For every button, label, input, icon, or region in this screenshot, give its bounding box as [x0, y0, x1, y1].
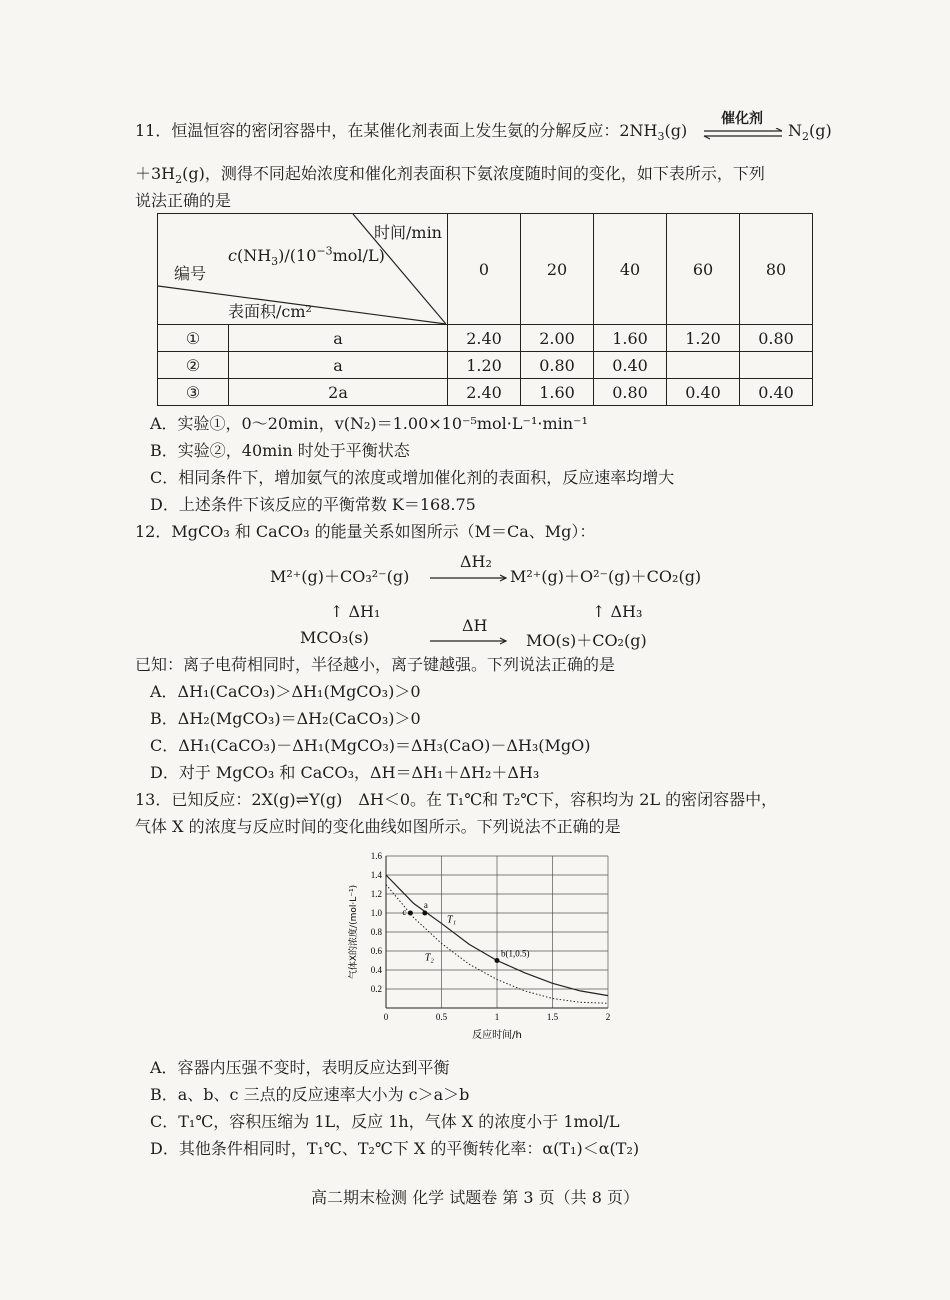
catalyst-label: 催化剂	[721, 111, 763, 127]
q11-option-a: A．实验①，0～20min，v(N₂)＝1.00×10⁻⁵mol·L⁻¹·min⁻¹	[150, 414, 588, 433]
table-cell	[740, 352, 813, 379]
arrow-right-icon	[430, 637, 508, 645]
energy-bottom-left: MCO₃(s)	[300, 628, 369, 647]
q13-stem-line2: 气体 X 的浓度与反应时间的变化曲线如图所示。下列说法不正确的是	[135, 817, 621, 836]
q11-tail: (g)	[664, 121, 688, 140]
header-conc-sup: −3	[316, 244, 333, 258]
energy-bottom-right: MO(s)＋CO₂(g)	[526, 631, 647, 650]
table-cell: 0.40	[594, 352, 667, 379]
table-cell: 2.40	[448, 379, 521, 406]
energy-dh2-label: ΔH₂	[460, 552, 492, 571]
page-footer: 高二期末检测 化学 试题卷 第 3 页（共 8 页）	[311, 1188, 639, 1207]
q11-option-c: C．相同条件下，增加氨气的浓度或增加催化剂的表面积，反应速率均增大	[150, 468, 675, 487]
q11-option-b: B．实验②，40min 时处于平衡状态	[150, 441, 410, 460]
point-label: a	[423, 900, 428, 910]
row-area: a	[229, 352, 448, 379]
table-row	[158, 352, 813, 379]
row-area: 2a	[229, 379, 448, 406]
q11-product-sub: 2	[802, 130, 809, 144]
q12-option-b: B．ΔH₂(MgCO₃)＝ΔH₂(CaCO₃)＞0	[150, 709, 421, 728]
x-tick-label: 0	[383, 1012, 389, 1022]
q12-known: 已知：离子电荷相同时，半径越小，离子键越强。下列说法正确的是	[135, 655, 616, 674]
x-tick-label: 1	[494, 1012, 500, 1022]
header-conc-d: mol/L)	[332, 246, 385, 265]
table-cell: 1.60	[594, 325, 667, 352]
q12-stem: 12．MgCO₃ 和 CaCO₃ 的能量关系如图所示（M＝Ca、Mg）：	[135, 522, 596, 541]
table-diagonal-header	[158, 214, 448, 325]
q11-product-tail: (g)	[809, 121, 832, 140]
x-axis-label: 反应时间/h	[472, 1030, 522, 1041]
table-cell: 0.80	[594, 379, 667, 406]
equilibrium-arrow-icon	[702, 128, 784, 140]
y-tick-label: 1.0	[370, 908, 382, 918]
energy-dh1-label: ↑ ΔH₁	[330, 602, 381, 621]
y-tick-label: 1.6	[370, 851, 382, 861]
table-row	[158, 379, 813, 406]
table-cell: 2.00	[521, 325, 594, 352]
energy-dh-label: ΔH	[462, 616, 488, 635]
q11-stem-line1	[135, 120, 687, 142]
data-point	[495, 958, 500, 963]
table-cell: 1.20	[448, 352, 521, 379]
q13-option-d: D．其他条件相同时，T₁℃、T₂℃下 X 的平衡转化率：α(T₁)＜α(T₂)	[150, 1139, 640, 1158]
y-tick-label: 0.6	[370, 946, 382, 956]
y-tick-label: 1.4	[370, 870, 382, 880]
table-cell: 0.40	[740, 379, 813, 406]
q11-sub: 3	[657, 130, 665, 144]
q11-product	[788, 120, 832, 142]
energy-top-right: M²⁺(g)＋O²⁻(g)＋CO₂(g)	[510, 567, 702, 586]
time-header: 0	[448, 214, 521, 325]
table-cell	[667, 352, 740, 379]
q11-stem-line3: 说法正确的是	[135, 191, 232, 210]
x-tick-label: 2	[605, 1012, 611, 1022]
concentration-time-chart	[340, 848, 630, 1048]
q11-stem-text: 11．恒温恒容的密闭容器中，在某催化剂表面上发生氨的分解反应：2NH	[135, 121, 658, 140]
q13-option-a: A．容器内压强不变时，表明反应达到平衡	[150, 1058, 450, 1077]
point-label: c	[402, 907, 407, 917]
header-time: 时间/min	[374, 223, 442, 242]
point-label: b(1,0.5)	[501, 948, 530, 959]
time-header: 20	[521, 214, 594, 325]
q11-line2-b: (g)，测得不同起始浓度和催化剂表面积下氨浓度随时间的变化，如下表所示，下列	[182, 164, 765, 183]
energy-dh3-label: ↑ ΔH₃	[592, 602, 643, 621]
x-tick-label: 0.5	[435, 1012, 448, 1022]
row-id: ③	[158, 379, 229, 406]
q13-option-b: B．a、b、c 三点的反应速率大小为 c＞a＞b	[150, 1085, 470, 1104]
series-label-t2: T₂	[424, 952, 434, 964]
q11-option-d: D．上述条件下该反应的平衡常数 K＝168.75	[150, 495, 476, 514]
q11-product-a: N	[788, 121, 802, 140]
table-cell: 1.60	[521, 379, 594, 406]
q13-option-c: C．T₁℃，容积压缩为 1L，反应 1h，气体 X 的浓度小于 1mol/L	[150, 1112, 620, 1131]
row-area: a	[229, 325, 448, 352]
data-point	[422, 911, 427, 916]
arrow-right-icon	[430, 574, 508, 582]
header-conc-sub: 3	[271, 255, 279, 269]
q12-option-c: C．ΔH₁(CaCO₃)－ΔH₁(MgCO₃)＝ΔH₃(CaO)－ΔH₃(MgO)	[150, 736, 591, 755]
q12-option-a: A．ΔH₁(CaCO₃)＞ΔH₁(MgCO₃)＞0	[150, 682, 421, 701]
header-conc-c: c	[228, 246, 237, 265]
table-row	[158, 325, 813, 352]
q11-stem-line2	[135, 163, 765, 185]
y-tick-label: 0.2	[370, 984, 382, 994]
energy-top-left: M²⁺(g)＋CO₃²⁻(g)	[270, 567, 410, 586]
header-id: 编号	[174, 264, 207, 283]
data-point	[408, 911, 413, 916]
table-cell: 2.40	[448, 325, 521, 352]
y-tick-label: 0.4	[370, 965, 382, 975]
header-area: 表面积/cm²	[228, 302, 312, 321]
q11-line2-sub: 2	[175, 173, 183, 187]
q11-line2-a: ＋3H	[135, 164, 176, 183]
row-id: ②	[158, 352, 229, 379]
x-tick-label: 1.5	[546, 1012, 559, 1022]
header-conc-b: (NH	[236, 246, 272, 265]
y-tick-label: 1.2	[370, 889, 382, 899]
row-id: ①	[158, 325, 229, 352]
q12-option-d: D．对于 MgCO₃ 和 CaCO₃，ΔH＝ΔH₁＋ΔH₂＋ΔH₃	[150, 763, 540, 782]
time-header: 60	[667, 214, 740, 325]
table-cell: 0.80	[740, 325, 813, 352]
table-header-row	[158, 214, 813, 325]
table-cell: 0.40	[667, 379, 740, 406]
header-conc-cc: )/(10	[278, 246, 317, 265]
series-label-t1: T₁	[447, 914, 457, 926]
y-tick-label: 0.8	[370, 927, 382, 937]
table-cell: 1.20	[667, 325, 740, 352]
time-header: 80	[740, 214, 813, 325]
time-header: 40	[594, 214, 667, 325]
ammonia-data-table	[157, 213, 813, 406]
table-cell: 0.80	[521, 352, 594, 379]
energy-cycle-diagram	[270, 552, 740, 652]
y-axis-label: 气体X的浓度/(mol·L⁻¹)	[349, 884, 359, 980]
q13-stem-line1: 13．已知反应：2X(g)⇌Y(g) ΔH＜0。在 T₁℃和 T₂℃下，容积均为 2L 的密闭容器中，	[135, 790, 778, 809]
header-conc	[228, 244, 385, 269]
